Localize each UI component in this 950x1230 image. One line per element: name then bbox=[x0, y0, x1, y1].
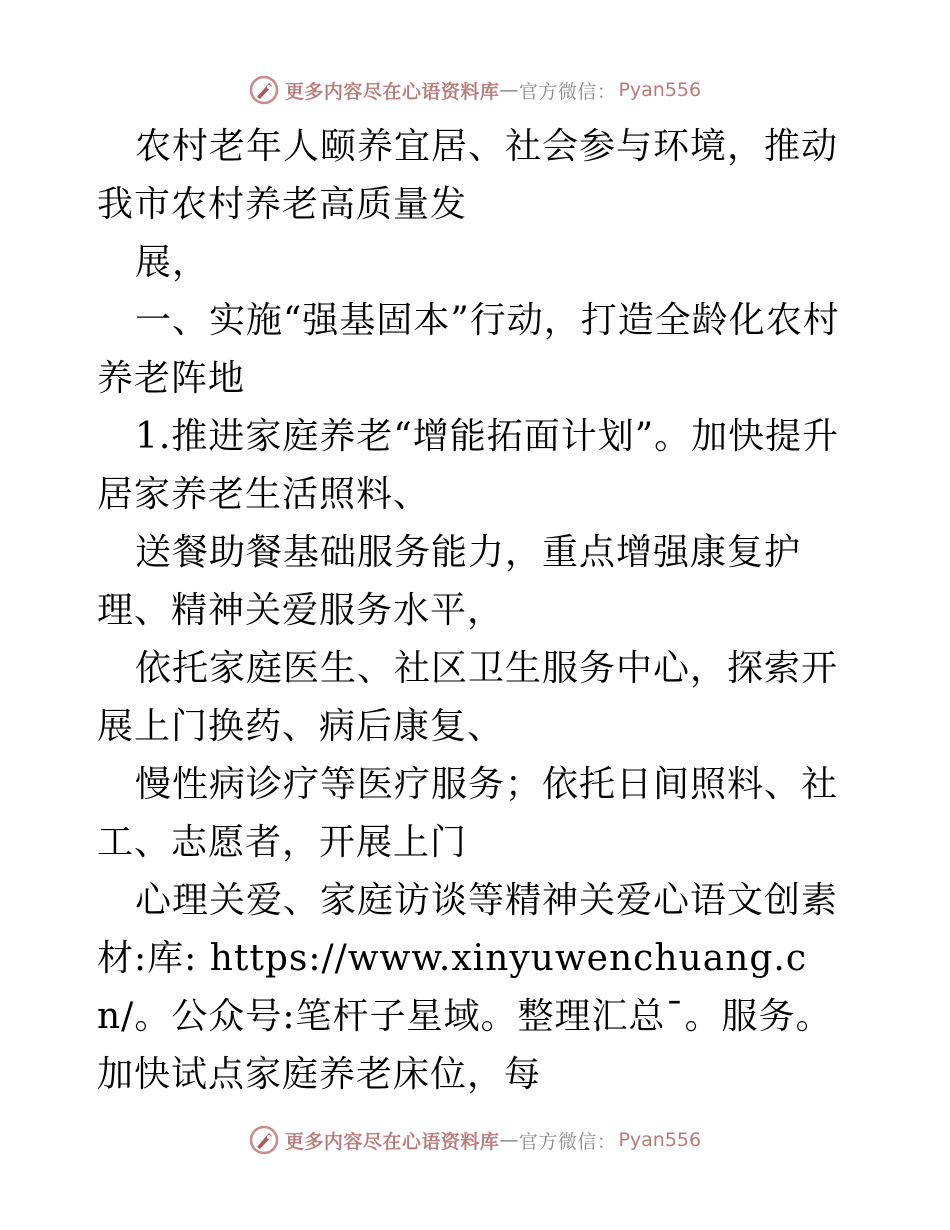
pen-nib-logo-icon bbox=[249, 75, 279, 105]
paragraph: 慢性病诊疗等医疗服务；依托日间照料、社工、志愿者，开展上门 bbox=[97, 764, 839, 863]
watermark-wechat-label: 官方微信： bbox=[518, 80, 617, 103]
watermark-brand-text: 更多内容尽在心语资料库 bbox=[284, 1130, 500, 1153]
watermark-separator: — bbox=[499, 79, 519, 101]
watermark-wechat-id: Pyan556 bbox=[618, 79, 702, 101]
watermark-separator: — bbox=[499, 1129, 519, 1151]
paragraph: 1.推进家庭养老“增能拓面计划”。加快提升居家养老生活照料、 bbox=[97, 416, 840, 515]
watermark-brand-text: 更多内容尽在心语资料库 bbox=[284, 80, 500, 103]
paragraph: 展， bbox=[135, 242, 210, 283]
watermark-wechat-label: 官方微信： bbox=[518, 1130, 617, 1153]
document-body bbox=[97, 118, 857, 1104]
pen-nib-logo-icon bbox=[249, 1125, 279, 1155]
paragraph: 心理关爱、家庭访谈等精神关爱心语文创素材:库: https://www.xinyuwenchuang.cn/。公众号:笔杆子星域。整理汇总¯。服务。加快试点家庭养老床位，每 bbox=[97, 880, 839, 1095]
section-heading: 一、实施“强基固本”行动，打造全龄化农村养老阵地 bbox=[97, 300, 840, 399]
watermark-wechat-id: Pyan556 bbox=[618, 1129, 702, 1151]
paragraph: 依托家庭医生、社区卫生服务中心，探索开展上门换药、病后康复、 bbox=[97, 648, 839, 747]
footer-watermark bbox=[0, 1120, 950, 1160]
paragraph: 送餐助餐基础服务能力，重点增强康复护理、精神关爱服务水平， bbox=[97, 532, 802, 631]
header-watermark bbox=[0, 70, 950, 110]
paragraph: 农村老年人颐养宜居、社会参与环境，推动我市农村养老高质量发 bbox=[97, 126, 839, 225]
